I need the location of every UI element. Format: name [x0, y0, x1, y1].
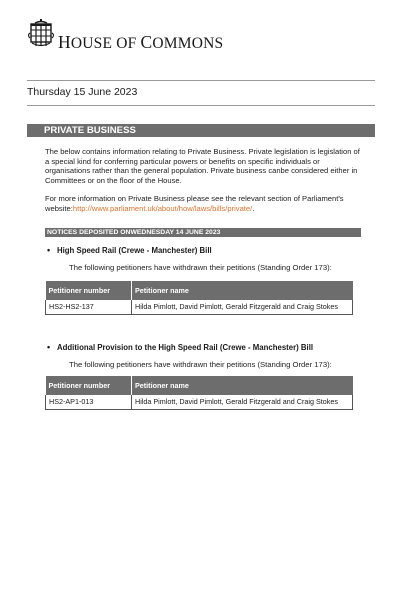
- table-header-row: [46, 281, 353, 300]
- bill-title: • Additional Provision to the High Speed Rail (Crewe - Manchester) Bill: [57, 343, 313, 352]
- petitions-table: [45, 281, 353, 315]
- petitioner-name: Hilda Pimlott, David Pimlott, Gerald Fitzgerald and Craig Stokes: [132, 395, 353, 409]
- house-of-commons-wordmark: HOUSE OF COMMONS: [58, 32, 224, 52]
- table-row: [46, 300, 353, 314]
- portcullis-icon: [27, 19, 55, 49]
- notices-header-bar: [45, 228, 361, 237]
- petitioner-name: Hilda Pimlott, David Pimlott, Gerald Fitzgerald and Craig Stokes: [132, 300, 353, 314]
- bill-note: The following petitioners have withdrawn their petitions (Standing Order 173):: [69, 263, 332, 272]
- section-title: PRIVATE BUSINESS: [44, 125, 136, 136]
- private-bills-link[interactable]: http://www.parliament.uk/about/how/laws/bills/private/: [72, 203, 253, 213]
- bill-title: • High Speed Rail (Crewe - Manchester) Bill: [57, 246, 212, 255]
- petitioner-number: HS2-HS2-137: [46, 300, 132, 314]
- column-header: Petitioner name: [132, 376, 353, 395]
- more-info-paragraph: For more information on Private Business please see the relevant section of Parliament's website:http://www.parliament.uk/about/how/laws/bills/private/.: [45, 194, 344, 213]
- more-info-text: For more information on Private Business please see the relevant section of Parliament's website:: [45, 194, 344, 213]
- table-header-row: [46, 376, 353, 395]
- top-rule: [27, 80, 375, 81]
- date-rule: [27, 105, 375, 106]
- table-row: [46, 395, 353, 409]
- section-header-bar: [27, 124, 375, 137]
- notices-title: NOTICES DEPOSITED ONWEDNESDAY 14 JUNE 2023: [47, 229, 221, 236]
- petitioner-number: HS2-AP1-013: [46, 395, 132, 409]
- petitions-table: [45, 376, 353, 410]
- document-date: Thursday 15 June 2023: [27, 86, 138, 98]
- column-header: Petitioner name: [132, 281, 353, 300]
- column-header: Petitioner number: [46, 376, 132, 395]
- intro-paragraph: The below contains information relating to Private Business. Private legislation is legislation of a special kind for conferring particular powers or benefits on specific individuals or organisations rather than the general population. Private business canbe considered either in Committees or on the floor of the House.: [45, 147, 360, 185]
- bill-note: The following petitioners have withdrawn their petitions (Standing Order 173):: [69, 360, 332, 369]
- column-header: Petitioner number: [46, 281, 132, 300]
